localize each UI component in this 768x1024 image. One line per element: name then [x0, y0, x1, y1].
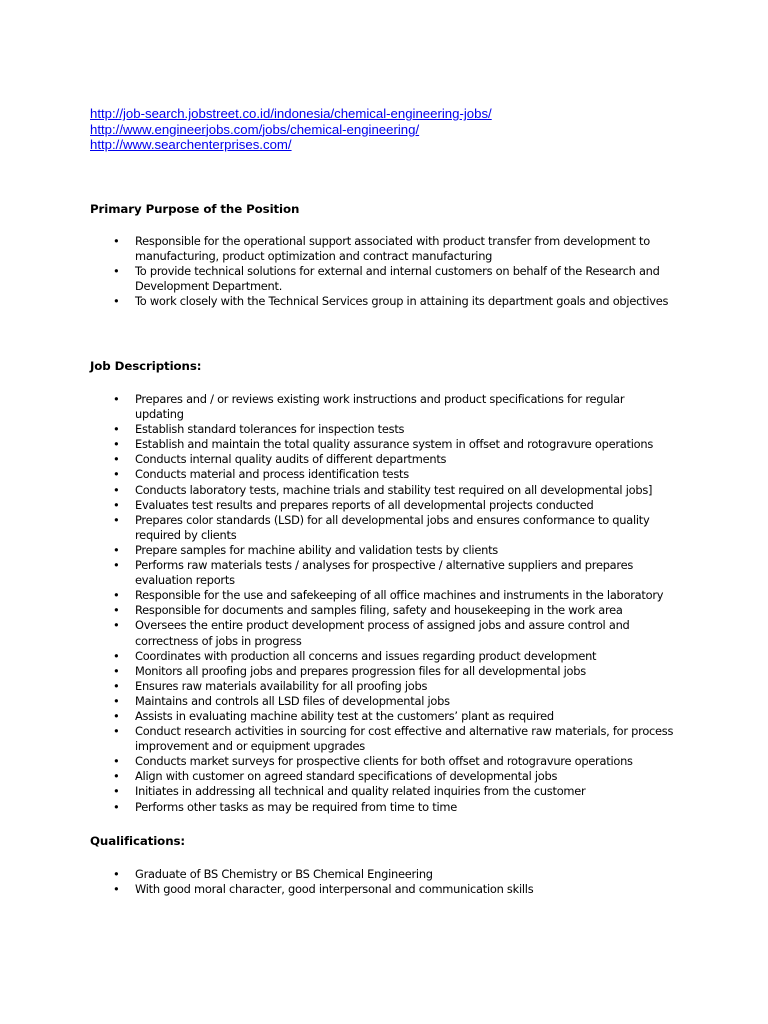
list-item: • Coordinates with production all concerns and issues regarding product development — [113, 649, 675, 664]
list-item: • Ensures raw materials availability for all proofing jobs — [113, 679, 675, 694]
primary-purpose-heading: Primary Purpose of the Position — [90, 202, 300, 216]
link-jobstreet[interactable]: http://job-search.jobstreet.co.id/indonesia/chemical-engineering-jobs/ — [90, 106, 492, 121]
list-item: • To provide technical solutions for external and internal customers on behalf of the Research and Development Department. — [113, 264, 671, 294]
list-item: • Assists in evaluating machine ability test at the customers’ plant as required — [113, 709, 675, 724]
list-item: • Oversees the entire product development process of assigned jobs and assure control and correctness of jobs in progress — [113, 618, 675, 648]
list-item: • Align with customer on agreed standard specifications of developmental jobs — [113, 769, 675, 784]
link-list — [90, 106, 492, 153]
list-item: • Graduate of BS Chemistry or BS Chemical Engineering — [113, 867, 671, 882]
list-item: • Establish standard tolerances for inspection tests — [113, 422, 675, 437]
list-item: • Initiates in addressing all technical and quality related inquiries from the customer — [113, 784, 675, 799]
list-item: • Conducts laboratory tests, machine trials and stability test required on all developmental jobs] — [113, 483, 675, 498]
list-item: • Performs raw materials tests / analyses for prospective / alternative suppliers and prepares evaluation reports — [113, 558, 675, 588]
list-item: • Maintains and controls all LSD files of developmental jobs — [113, 694, 675, 709]
list-item: • Prepares color standards (LSD) for all developmental jobs and ensures conformance to quality required by clients — [113, 513, 675, 543]
list-item: • Prepares and / or reviews existing work instructions and product specifications for regular updating — [113, 392, 675, 422]
list-item: • Responsible for the use and safekeeping of all office machines and instruments in the laboratory — [113, 588, 675, 603]
job-descriptions-list — [113, 392, 675, 815]
list-item: • Prepare samples for machine ability and validation tests by clients — [113, 543, 675, 558]
list-item: • Conduct research activities in sourcing for cost effective and alternative raw materials, for process improvement and or equipment upgrades — [113, 724, 675, 754]
list-item: • Establish and maintain the total quality assurance system in offset and rotogravure operations — [113, 437, 675, 452]
list-item: • Responsible for documents and samples filing, safety and housekeeping in the work area — [113, 603, 675, 618]
list-item: • With good moral character, good interpersonal and communication skills — [113, 882, 671, 897]
list-item: • Evaluates test results and prepares reports of all developmental projects conducted — [113, 498, 675, 513]
link-engineerjobs[interactable]: http://www.engineerjobs.com/jobs/chemical-engineering/ — [90, 121, 420, 137]
list-item: • Performs other tasks as may be required from time to time — [113, 800, 675, 815]
list-item: • Conducts material and process identification tests — [113, 467, 675, 482]
link-searchenterprises[interactable]: http://www.searchenterprises.com/ — [90, 137, 292, 152]
qualifications-list — [113, 867, 671, 897]
list-item: • To work closely with the Technical Services group in attaining its department goals and objectives — [113, 294, 671, 309]
qualifications-heading: Qualifications: — [90, 834, 186, 848]
job-descriptions-heading: Job Descriptions: — [90, 359, 202, 373]
primary-purpose-list — [113, 234, 671, 309]
list-item: • Conducts internal quality audits of different departments — [113, 452, 675, 467]
list-item: • Conducts market surveys for prospective clients for both offset and rotogravure operations — [113, 754, 675, 769]
list-item: • Responsible for the operational support associated with product transfer from development to manufacturing, product optimization and contract manufacturing — [113, 234, 671, 264]
list-item: • Monitors all proofing jobs and prepares progression files for all developmental jobs — [113, 664, 675, 679]
